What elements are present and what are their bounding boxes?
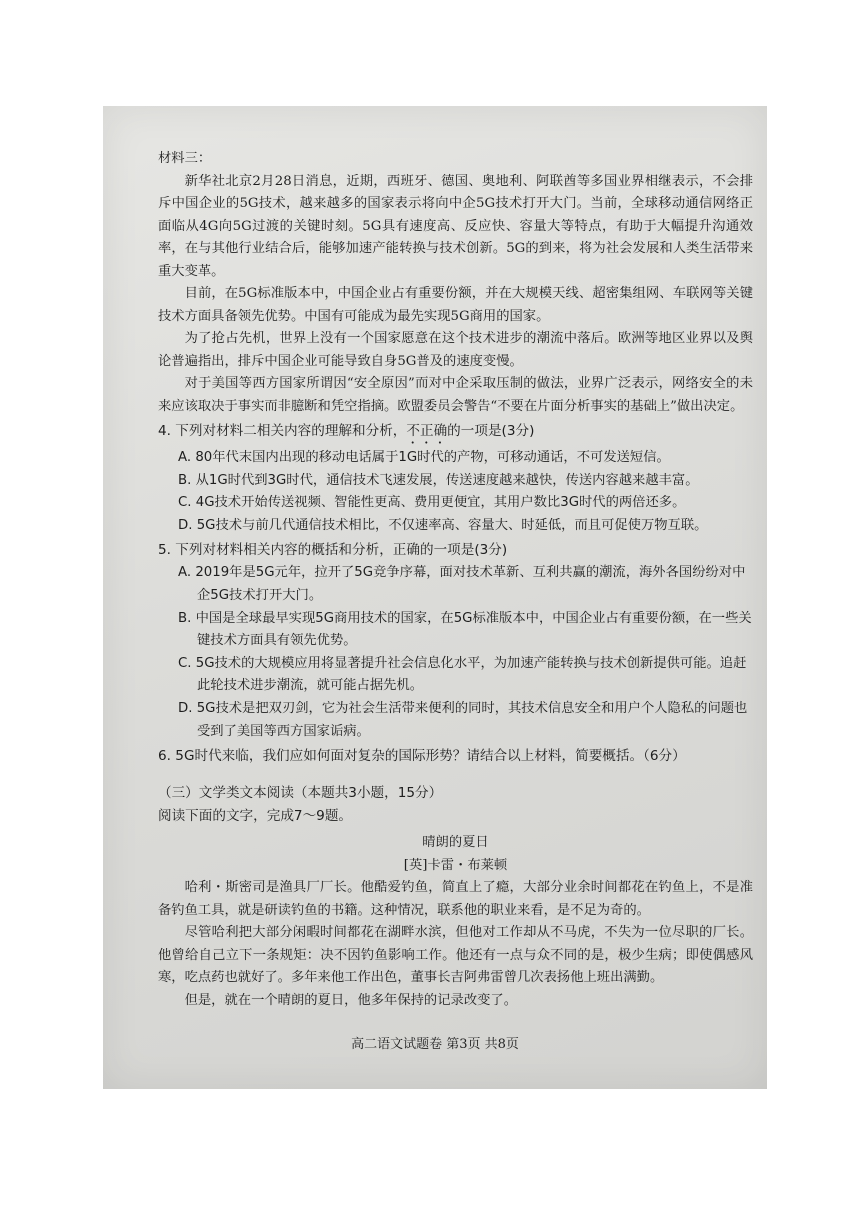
option-letter: B. xyxy=(178,610,192,626)
option-letter: A. xyxy=(178,565,192,581)
option-letter: C. xyxy=(178,495,192,511)
section-3-instruction: 阅读下面的文字，完成7～9题。 xyxy=(158,808,353,825)
page-footer: 高二语文试题卷 第3页 共8页 xyxy=(351,1037,519,1052)
question-6-stem: 6. 5G时代来临，我们应如何面对复杂的国际形势？请结合以上材料，简要概括。（6分） xyxy=(158,748,686,765)
material3-paragraph-2: 目前，在5G标准版本中，中国企业占有重要份额，并在大规模天线、超密集组网、车联网等关键技术方面具备领先优势。中国有可能成为最先实现5G商用的国家。 xyxy=(158,286,753,324)
question-4-stem-after: 的一项是(3分) xyxy=(447,423,535,439)
option-letter: B. xyxy=(178,472,192,488)
option-text: 2019年是5G元年，拉开了5G竞争序幕，面对技术革新、互利共赢的潮流，海外各国纷纷对中企5G技术打开大门。 xyxy=(195,565,746,603)
option-text: 中国是全球最早实现5G商用技术的国家，在5G标准版本中，中国企业占有重要份额，在一些关键技术方面具有领先优势。 xyxy=(195,610,752,649)
material3-paragraph-1: 新华社北京2月28日消息，近期，西班牙、德国、奥地利、阿联酋等多国业界相继表示，不会排斥中国企业的5G技术，越来越多的国家表示将向中企5G技术打开大门。当前，全球移动通信网络正面临从4G向5G过渡的关键时刻。5G具有速度高、反应快、容量大等特点，有助于大幅提升沟通效率，在与其他行业结合后，能够加速产能转换与技术创新。5G的到来，将为社会发展和人类生活带来重大变革。 xyxy=(158,173,753,279)
material3-label: 材料三： xyxy=(158,151,212,166)
option-letter: A. xyxy=(178,450,192,465)
story-author: [英]卡雷・布莱顿 xyxy=(403,857,508,873)
story-paragraph-3: 但是，就在一个晴朗的夏日，他多年保持的记录改变了。 xyxy=(184,992,518,1008)
question-4-option-d xyxy=(158,515,753,538)
option-letter: D. xyxy=(178,517,193,533)
story-paragraph-2: 尽管哈利把大部分闲暇时间都花在湖畔水滨，但他对工作却从不马虎，不失为一位尽职的厂长。他曾给自己立下一条规矩：决不因钓鱼影响工作。他还有一点与众不同的是，极少生病；即使偶感风寒，吃点药也就好了。多年来他工作出色，董事长吉阿弗雷曾几次表扬他上班出满勤。 xyxy=(158,925,753,986)
story-title: 晴朗的夏日 xyxy=(422,835,489,851)
option-text: 5G技术是把双刃剑，它为社会生活带来便利的同时，其技术信息安全和用户个人隐私的问题也受到了美国等西方国家诟病。 xyxy=(196,700,748,739)
option-text: 80年代末国内出现的移动电话属于1G时代的产物，可移动通话，不可发送短信。 xyxy=(195,450,670,465)
option-letter: C. xyxy=(178,655,192,671)
question-4-stem-emphasis: 不正确 xyxy=(406,423,448,439)
material3-paragraph-3: 为了抢占先机，世界上没有一个国家愿意在这个技术进步的潮流中落后。欧洲等地区业界以及舆论普遍指出，排斥中国企业可能导致自身5G普及的速度变慢。 xyxy=(158,331,753,369)
question-5-option-d xyxy=(158,698,753,743)
option-text: 从1G时代到3G时代，通信技术飞速发展，传送速度越来越快，传送内容越来越丰富。 xyxy=(195,472,699,488)
question-4-stem-before: 4. 下列对材料二相关内容的理解和分析， xyxy=(158,423,407,439)
option-text: 5G技术与前几代通信技术相比，不仅速率高、容量大、时延低，而且可促使万物互联。 xyxy=(196,517,708,533)
material3-paragraph-4: 对于美国等西方国家所谓因“安全原因”而对中企采取压制的做法，业界广泛表示，网络安全的未来应该取决于事实而非臆断和凭空指摘。欧盟委员会警告“不要在片面分析事实的基础上”做出决定。 xyxy=(158,376,753,414)
question-5-option-b xyxy=(158,608,753,653)
question-4-option-a xyxy=(158,447,753,470)
page-content xyxy=(158,148,753,1012)
exam-page xyxy=(103,106,767,1089)
option-text: 5G技术的大规模应用将显著提升社会信息化水平，为加速产能转换与技术创新提供可能。追赶此轮技术进步潮流，就可能占据先机。 xyxy=(195,655,747,694)
option-letter: D. xyxy=(178,700,193,716)
story-paragraph-1: 哈利・斯密司是渔具厂厂长。他酷爱钓鱼，简直上了瘾，大部分业余时间都花在钓鱼上，不是准备钓鱼工具，就是研读钓鱼的书籍。这种情况，联系他的职业来看，是不足为奇的。 xyxy=(158,880,753,918)
section-3-heading: （三）文学类文本阅读（本题共3小题，15分） xyxy=(158,785,443,802)
question-5-option-a xyxy=(158,562,753,607)
question-5-stem: 5. 下列对材料相关内容的概括和分析，正确的一项是(3分) xyxy=(158,542,508,559)
question-4-stem xyxy=(158,420,753,447)
question-5-option-c xyxy=(158,653,753,698)
option-text: 4G技术开始传送视频、智能性更高、费用更便宜，其用户数比3G时代的两倍还多。 xyxy=(195,495,686,511)
question-4-option-c xyxy=(158,492,753,515)
question-4-option-b xyxy=(158,470,753,493)
